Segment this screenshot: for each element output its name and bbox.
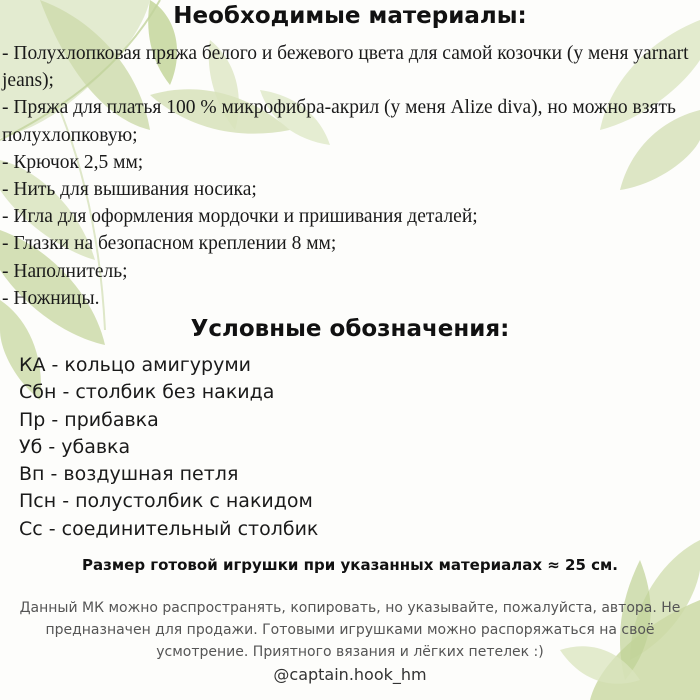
symbols-item: Пр - прибавка: [19, 408, 159, 431]
materials-heading: Необходимые материалы:: [173, 3, 527, 29]
materials-item: - Ножницы.: [2, 287, 100, 309]
symbols-item: Уб - убавка: [19, 435, 131, 458]
materials-item: - Крючок 2,5 мм;: [2, 151, 144, 173]
author-handle: @captain.hook_hm: [273, 665, 427, 684]
materials-item: - Глазки на безопасном креплении 8 мм;: [2, 233, 337, 255]
symbols-list: [19, 352, 318, 543]
disclaimer: Данный МК можно распространять, копировать, но указывайте, пожалуйста, автора. Не предназначен для продажи. Готовыми игрушками можно распоряжаться на своё усмотрение. Приятного вязания и лёгких петелек :): [19, 600, 681, 660]
symbols-heading: Условные обозначения:: [190, 316, 510, 342]
materials-item: - Пряжа для платья 100 % микрофибра-акрил (у меня Alize diva), но можно взять полухлопковую;: [2, 97, 676, 146]
symbols-item: Сбн - столбик без накида: [19, 381, 275, 404]
materials-item: - Игла для оформления мордочки и пришивания деталей;: [2, 206, 478, 228]
symbols-item: Сс - соединительный столбик: [19, 517, 319, 540]
symbols-item: Вп - воздушная петля: [19, 463, 239, 486]
materials-list: [2, 40, 692, 312]
symbols-item: КА - кольцо амигуруми: [19, 354, 251, 376]
symbols-item: Псн - полустолбик с накидом: [19, 490, 313, 513]
materials-item: - Наполнитель;: [2, 260, 128, 282]
materials-item: - Полухлопковая пряжа белого и бежевого цвета для самой козочки (у меня yarnart jeans);: [2, 43, 689, 92]
materials-item: - Нить для вышивания носика;: [2, 179, 257, 201]
size-note: Размер готовой игрушки при указанных материалах ≈ 25 см.: [82, 556, 618, 574]
